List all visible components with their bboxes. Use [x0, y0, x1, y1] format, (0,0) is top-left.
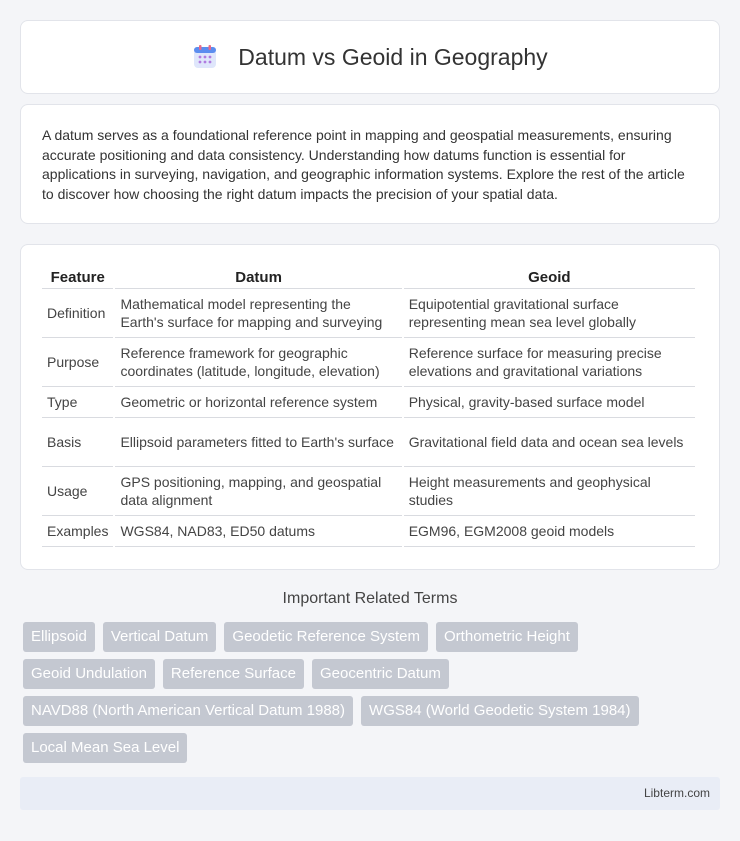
row-feature: Usage — [42, 467, 113, 516]
row-feature: Definition — [42, 289, 113, 338]
footer-site-link[interactable]: Libterm.com — [643, 786, 710, 800]
table-row — [42, 387, 695, 418]
table-row — [42, 418, 695, 467]
term-tag[interactable]: Geocentric Datum — [312, 659, 449, 689]
intro-card — [20, 104, 720, 224]
term-tag[interactable]: Reference Surface — [163, 659, 304, 689]
comparison-table — [40, 265, 697, 547]
footer — [20, 777, 720, 810]
table-row — [42, 467, 695, 516]
row-geoid: EGM96, EGM2008 geoid models — [404, 516, 695, 547]
related-terms-list — [23, 622, 703, 770]
row-datum: GPS positioning, mapping, and geospatial data alignment — [115, 467, 401, 516]
term-tag[interactable]: Ellipsoid — [23, 622, 95, 652]
term-tag[interactable]: Local Mean Sea Level — [23, 733, 187, 763]
term-tag[interactable]: Geodetic Reference System — [224, 622, 428, 652]
row-feature: Basis — [42, 418, 113, 467]
row-geoid: Gravitational field data and ocean sea levels — [404, 418, 695, 467]
header-datum: Datum — [115, 265, 401, 289]
page-title: Datum vs Geoid in Geography — [238, 43, 548, 70]
row-geoid: Reference surface for measuring precise elevations and gravitational variations — [404, 338, 695, 387]
row-datum: WGS84, NAD83, ED50 datums — [115, 516, 401, 547]
table-row — [42, 516, 695, 547]
term-tag[interactable]: Vertical Datum — [103, 622, 217, 652]
intro-text: A datum serves as a foundational reference point in mapping and geospatial measurements, ensuring accurate positioning and data consistency. Understanding how datums function is essential for applications in surveying, navigation, and geographic information systems. Explore the rest of the article to discover how choosing the right datum impacts the precision of your spatial data. — [42, 127, 685, 202]
row-datum: Geometric or horizontal reference system — [115, 387, 401, 418]
comparison-table-card — [20, 244, 720, 570]
term-tag[interactable]: Geoid Undulation — [23, 659, 155, 689]
term-tag[interactable]: Orthometric Height — [436, 622, 578, 652]
header-card — [20, 20, 720, 94]
table-row — [42, 289, 695, 338]
row-geoid: Equipotential gravitational surface representing mean sea level globally — [404, 289, 695, 338]
term-tag[interactable]: NAVD88 (North American Vertical Datum 1988) — [23, 696, 353, 726]
related-terms-title: Important Related Terms — [282, 590, 458, 607]
term-tag[interactable]: WGS84 (World Geodetic System 1984) — [361, 696, 639, 726]
table-header-row — [42, 265, 695, 289]
row-feature: Purpose — [42, 338, 113, 387]
header-geoid: Geoid — [404, 265, 695, 289]
row-datum: Ellipsoid parameters fitted to Earth's surface — [115, 418, 401, 467]
row-feature: Type — [42, 387, 113, 418]
row-datum: Mathematical model representing the Earth's surface for mapping and surveying — [115, 289, 401, 338]
row-geoid: Height measurements and geophysical studies — [404, 467, 695, 516]
row-feature: Examples — [42, 516, 113, 547]
row-datum: Reference framework for geographic coordinates (latitude, longitude, elevation) — [115, 338, 401, 387]
header-feature: Feature — [42, 265, 113, 289]
row-geoid: Physical, gravity-based surface model — [404, 387, 695, 418]
table-row — [42, 338, 695, 387]
calendar-icon — [192, 44, 218, 70]
